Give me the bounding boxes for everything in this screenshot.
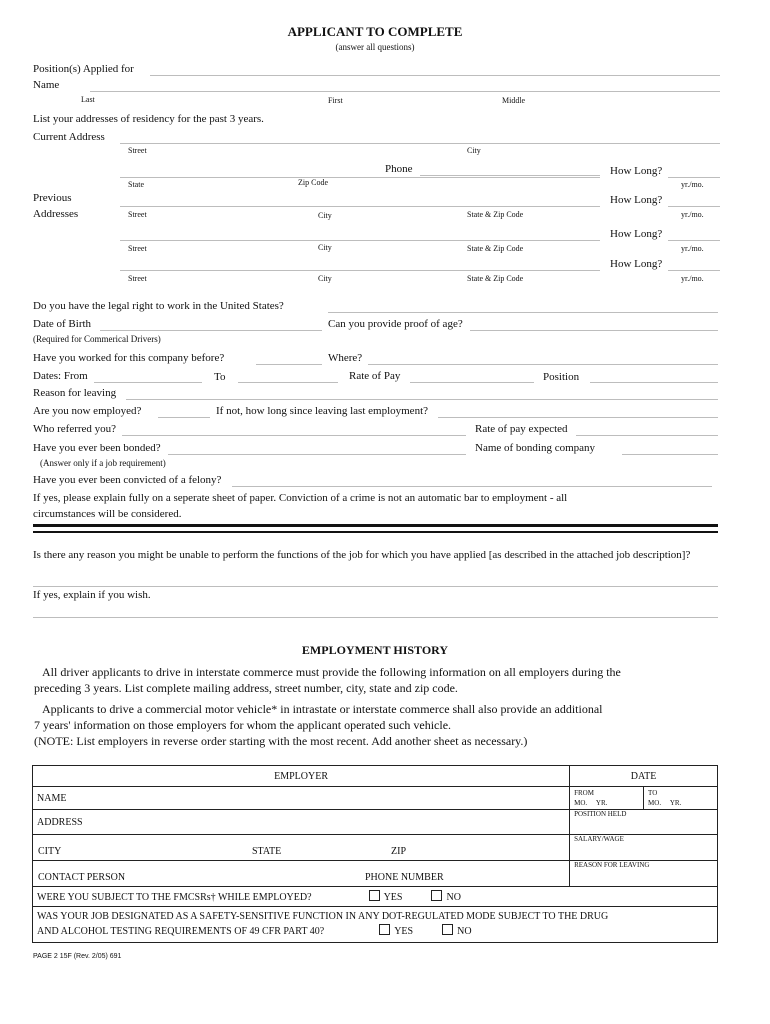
- worked-before-field[interactable]: [256, 364, 322, 365]
- street-caption: Street: [128, 146, 147, 155]
- employer-city-state-zip-cell[interactable]: [33, 835, 570, 861]
- employer-name-cell[interactable]: [33, 787, 570, 810]
- phone-field[interactable]: [420, 175, 600, 176]
- first-caption: First: [328, 96, 343, 105]
- employer-address-cell[interactable]: [33, 810, 570, 835]
- referred-field[interactable]: [122, 435, 466, 436]
- position-field[interactable]: [150, 75, 720, 76]
- rate-of-pay-field[interactable]: [410, 382, 534, 383]
- residency-label: List your addresses of residency for the past 3 years.: [33, 113, 264, 125]
- salary-cell[interactable]: [570, 835, 718, 861]
- zip-caption: Zip Code: [298, 178, 328, 187]
- fmcsr-yes-checkbox[interactable]: [369, 890, 380, 901]
- reason-leaving-cell[interactable]: [570, 861, 718, 887]
- if-not-field[interactable]: [438, 417, 718, 418]
- employment-table: [32, 765, 718, 943]
- safety-no-checkbox[interactable]: [442, 924, 453, 935]
- dates-from-field[interactable]: [94, 382, 202, 383]
- yrmo-caption-2: yr./mo.: [681, 210, 704, 219]
- safety-question-line-1: WAS YOUR JOB DESIGNATED AS A SAFETY-SENSITIVE FUNCTION IN ANY DOT-REGULATED MODE SUBJECT TO THE DRUG: [37, 911, 609, 922]
- section-divider-thick: [33, 524, 718, 527]
- legal-right-field[interactable]: [328, 312, 718, 313]
- fmcsr-no-label: NO: [446, 892, 461, 903]
- safety-question-line-2: AND ALCOHOL TESTING REQUIREMENTS OF 49 CFR PART 40?: [37, 926, 325, 937]
- name-field[interactable]: [90, 91, 720, 92]
- dates-from-label: Dates: From: [33, 370, 88, 382]
- street-caption: Street: [128, 244, 147, 253]
- employed-now-label: Are you now employed?: [33, 405, 142, 417]
- to-caption: TO: [648, 789, 658, 797]
- referred-label: Who referred you?: [33, 423, 117, 435]
- city-caption: City: [318, 211, 332, 220]
- employment-history-title: EMPLOYMENT HISTORY: [301, 643, 449, 657]
- history-paragraph-2-line-3: (NOTE: List employers in reverse order starting with the most recent. Add another sheet as necessary.): [34, 734, 528, 748]
- bonding-company-label: Name of bonding company: [475, 442, 596, 454]
- dob-field[interactable]: [100, 330, 322, 331]
- page-footer: PAGE 2 15F (Rev. 2/05) 691: [33, 953, 122, 960]
- rate-expected-field[interactable]: [576, 435, 718, 436]
- how-long-label-2: How Long?: [610, 194, 663, 206]
- last-caption: Last: [81, 95, 95, 104]
- position-label: Position(s) Applied for: [33, 63, 134, 75]
- addresses-label: Addresses: [33, 208, 79, 220]
- city-caption-table: CITY: [38, 846, 62, 857]
- address-caption: ADDRESS: [37, 816, 83, 828]
- reason-caption: REASON FOR LEAVING: [574, 861, 650, 869]
- how-long-field-4[interactable]: [668, 270, 720, 271]
- history-paragraph-1-line-2: preceding 3 years. List complete mailing address, street number, city, state and zip code.: [34, 681, 458, 695]
- fmcsr-question: WERE YOU SUBJECT TO THE FMCSRs† WHILE EMPLOYED?: [37, 892, 312, 903]
- bonded-field[interactable]: [168, 454, 466, 455]
- employed-now-field[interactable]: [158, 417, 210, 418]
- dates-to-field[interactable]: [238, 382, 338, 383]
- state-zip-caption: State & Zip Code: [467, 274, 524, 283]
- yrmo-caption-1: yr./mo.: [681, 180, 704, 189]
- street-caption: Street: [128, 274, 147, 283]
- zip-caption-table: ZIP: [391, 846, 406, 857]
- current-address-label: Current Address: [33, 131, 105, 143]
- unable-answer-field[interactable]: [33, 586, 718, 587]
- to-mo-caption: MO.: [648, 799, 662, 807]
- safety-no-label: NO: [457, 926, 472, 937]
- position-label-2: Position: [543, 371, 580, 383]
- fmcsr-row: [33, 887, 718, 907]
- contact-caption: CONTACT PERSON: [38, 872, 126, 883]
- to-date-cell[interactable]: [644, 787, 718, 810]
- city-caption: City: [318, 274, 332, 283]
- page-title: APPLICANT TO COMPLETE: [287, 24, 463, 39]
- felony-explain-1: If yes, please explain fully on a seperate sheet of paper. Conviction of a crime is not an automatic bar to employment - all: [33, 492, 568, 504]
- safety-yes-label: YES: [394, 926, 414, 937]
- name-caption: NAME: [37, 792, 67, 804]
- history-paragraph-2-line-1: Applicants to drive a commercial motor vehicle* in intrastate or interstate commerce shall also provide an additional: [42, 702, 603, 716]
- middle-caption: Middle: [502, 96, 526, 105]
- date-header: DATE: [570, 766, 718, 787]
- prev-address-field-2[interactable]: [120, 240, 600, 241]
- current-state-field[interactable]: [120, 177, 600, 178]
- explain-label: If yes, explain if you wish.: [33, 589, 151, 601]
- street-caption: Street: [128, 210, 147, 219]
- previous-label: Previous: [33, 192, 72, 204]
- where-label: Where?: [328, 352, 363, 364]
- fmcsr-no-checkbox[interactable]: [431, 890, 442, 901]
- salary-caption: SALARY/WAGE: [574, 835, 624, 843]
- current-street-field[interactable]: [120, 143, 720, 144]
- safety-sensitive-row: [33, 907, 718, 943]
- where-field[interactable]: [368, 364, 718, 365]
- prev-address-field-1[interactable]: [120, 206, 600, 207]
- history-paragraph-2-line-2: 7 years' information on those employers for whom the applicant operated such vehicle.: [34, 718, 452, 732]
- employer-header: EMPLOYER: [33, 766, 570, 787]
- reason-leaving-field[interactable]: [126, 399, 718, 400]
- yrmo-caption-3: yr./mo.: [681, 244, 704, 253]
- unable-question: Is there any reason you might be unable to perform the functions of the job for which you have applied [as described in the attached job description]?: [33, 549, 691, 561]
- page-subtitle: (answer all questions): [335, 42, 415, 52]
- phone-number-caption: PHONE NUMBER: [365, 872, 444, 883]
- yrmo-caption-4: yr./mo.: [681, 274, 704, 283]
- phone-label: Phone: [385, 163, 413, 175]
- rate-of-pay-label: Rate of Pay: [349, 370, 401, 382]
- rate-expected-label: Rate of pay expected: [475, 423, 568, 435]
- how-long-field-1[interactable]: [668, 177, 720, 178]
- bonded-label: Have you ever been bonded?: [33, 442, 161, 454]
- from-yr-caption: YR.: [595, 799, 608, 807]
- from-mo-caption: MO.: [574, 799, 588, 807]
- position-held-cell[interactable]: [570, 810, 718, 835]
- how-long-label-3: How Long?: [610, 228, 663, 240]
- legal-right-label: Do you have the legal right to work in the United States?: [33, 300, 284, 312]
- how-long-field-2[interactable]: [668, 206, 720, 207]
- to-yr-caption: YR.: [669, 799, 682, 807]
- city-caption: City: [318, 243, 332, 252]
- city-caption: City: [467, 146, 481, 155]
- safety-yes-checkbox[interactable]: [379, 924, 390, 935]
- answer-only-note: (Answer only if a job requirement): [40, 458, 166, 468]
- state-caption-table: STATE: [252, 846, 282, 857]
- felony-field[interactable]: [232, 486, 712, 487]
- from-date-cell[interactable]: [570, 787, 644, 810]
- state-zip-caption: State & Zip Code: [467, 210, 524, 219]
- bonding-company-field[interactable]: [622, 454, 718, 455]
- proof-age-field[interactable]: [470, 330, 718, 331]
- position-field-2[interactable]: [590, 382, 718, 383]
- proof-age-label: Can you provide proof of age?: [328, 318, 463, 330]
- fmcsr-yes-label: YES: [383, 892, 403, 903]
- history-paragraph-1-line-1: All driver applicants to drive in interstate commerce must provide the following information on all employers during the: [42, 665, 621, 679]
- worked-before-label: Have you worked for this company before?: [33, 352, 225, 364]
- prev-address-field-3[interactable]: [120, 270, 600, 271]
- contact-phone-cell[interactable]: [33, 861, 570, 887]
- how-long-label-4: How Long?: [610, 258, 663, 270]
- felony-explain-2: circumstances will be considered.: [33, 508, 182, 520]
- name-label: Name: [33, 79, 60, 91]
- felony-label: Have you ever been convicted of a felony?: [33, 474, 222, 486]
- position-held-caption: POSITION HELD: [574, 810, 627, 818]
- if-not-label: If not, how long since leaving last employment?: [216, 405, 429, 417]
- dob-label: Date of Birth: [33, 318, 92, 330]
- state-zip-caption: State & Zip Code: [467, 244, 524, 253]
- reason-leaving-label: Reason for leaving: [33, 387, 117, 399]
- section-divider-thin: [33, 531, 718, 533]
- required-note: (Required for Commerical Drivers): [33, 334, 161, 344]
- to-label: To: [214, 371, 226, 383]
- state-caption: State: [128, 180, 144, 189]
- explain-field[interactable]: [33, 617, 718, 618]
- how-long-label-1: How Long?: [610, 165, 663, 177]
- from-caption: FROM: [574, 789, 594, 797]
- how-long-field-3[interactable]: [668, 240, 720, 241]
